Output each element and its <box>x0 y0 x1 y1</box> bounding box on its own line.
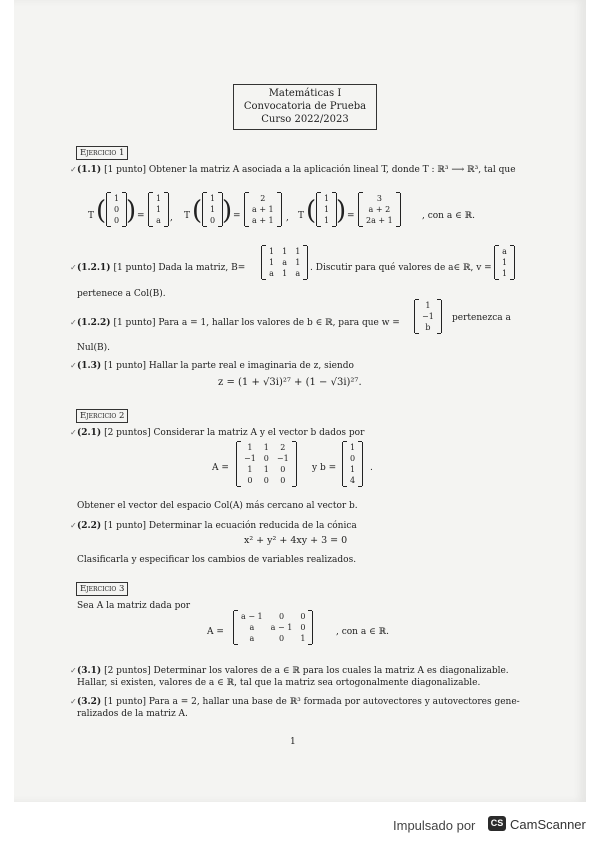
condition-text: , con a ∈ ℝ. <box>422 211 475 221</box>
camscanner-brand: CamScanner <box>510 817 586 832</box>
matrix-cell: 0 <box>300 612 306 621</box>
matrix-cell: 1 <box>263 465 269 474</box>
matrix-b <box>261 246 308 279</box>
matrix-cell: 2 <box>280 443 286 452</box>
problem-text: [1 punto] Para a = 1, hallar los valores de b ∈ ℝ, para que w = <box>113 318 400 328</box>
matrix-cell: 0 <box>280 476 286 485</box>
matrix-cell: 1 <box>324 205 330 214</box>
matrix-cell: 1 <box>114 194 120 203</box>
matrix-cell: 1 <box>295 258 301 267</box>
problem-label: (2.1) <box>77 428 102 438</box>
vector-t-e2 <box>244 193 282 226</box>
equals-sign: = <box>233 211 241 221</box>
exercise-1-title: Ejercicio 1 <box>76 146 128 160</box>
matrix-cell: 0 <box>280 465 286 474</box>
matrix-cell: 1 <box>282 269 288 278</box>
vector-t-e3 <box>358 193 401 226</box>
paren-close: ) <box>222 196 233 226</box>
matrix-cell: 1 <box>156 194 162 203</box>
check-mark-icon: ✓ <box>70 318 77 327</box>
matrix-cell: 1 <box>282 247 288 256</box>
matrix-cell: 1 <box>210 205 216 214</box>
matrix-cell: a + 2 <box>368 205 391 214</box>
matrix-cell: 2a + 1 <box>366 216 393 225</box>
matrix-cell: 1 <box>502 258 508 267</box>
matrix-cell: b <box>425 323 431 332</box>
matrix-cell: 0 <box>278 612 285 621</box>
matrix-cell: 1 <box>324 194 330 203</box>
problem-text: Nul(B). <box>77 343 111 353</box>
problem-2-2 <box>77 520 357 532</box>
vector-w <box>414 300 442 333</box>
matrix-cell: a + 1 <box>252 205 274 214</box>
t-label-3: T <box>298 211 305 221</box>
comma: , <box>286 213 289 223</box>
problem-text: pertenece a Col(B). <box>77 289 166 299</box>
matrix-cell: 1 <box>425 301 431 310</box>
matrix-cell: a <box>156 216 161 225</box>
matrix-cell: 3 <box>376 194 382 203</box>
matrix-cell: 0 <box>114 216 120 225</box>
matrix-cell: 0 <box>247 476 253 485</box>
problem-label: (3.1) <box>77 666 102 676</box>
condition-text: , con a ∈ ℝ. <box>336 627 389 637</box>
matrix-cell: a <box>502 247 507 256</box>
problem-text: . Discutir para qué valores de a∈ ℝ, v = <box>310 263 492 273</box>
formula-z: z = (1 + √3i)²⁷ + (1 − √3i)²⁷. <box>218 377 362 388</box>
matrix-cell: 0 <box>210 216 216 225</box>
t-label-1: T <box>88 211 95 221</box>
matrix-cell: 1 <box>269 258 275 267</box>
powered-by-text: Impulsado por <box>393 818 476 833</box>
matrix-cell: a <box>282 258 288 267</box>
check-mark-icon: ✓ <box>70 263 77 272</box>
matrix-a-3 <box>233 611 313 644</box>
check-mark-icon: ✓ <box>70 361 77 370</box>
matrix-cell: a + 1 <box>252 216 274 225</box>
paren-open: ( <box>192 196 203 226</box>
problem-2-1 <box>77 427 364 439</box>
problem-text: [1 punto] Determinar la ecuación reducida de la cónica <box>104 521 357 531</box>
problem-label: (2.2) <box>77 521 102 531</box>
matrix-cell: 2 <box>260 194 266 203</box>
paren-open: ( <box>96 196 107 226</box>
problem-text: Obtener el vector del espacio Col(A) más cercano al vector b. <box>77 501 358 511</box>
problem-text: Sea A la matriz dada por <box>77 601 191 611</box>
problem-label: (1.2.1) <box>77 263 111 273</box>
period: . <box>370 463 373 473</box>
problem-label: (1.2.2) <box>77 318 111 328</box>
vector-b-label: y b = <box>312 463 337 473</box>
matrix-a-label: A = <box>207 627 224 637</box>
check-mark-icon: ✓ <box>70 697 77 706</box>
problem-text: pertenezca a <box>452 313 511 323</box>
matrix-cell: 0 <box>350 454 356 463</box>
matrix-cell: −1 <box>244 454 256 463</box>
matrix-cell: a <box>249 623 255 632</box>
matrix-cell: 1 <box>295 247 301 256</box>
problem-text: [1 punto] Obtener la matriz A asociada a la aplicación lineal T, donde T : ℝ³ ⟶ ℝ³, tal que <box>104 165 516 175</box>
paren-close: ) <box>336 196 347 226</box>
matrix-cell: 1 <box>350 465 356 474</box>
matrix-cell: 1 <box>324 216 330 225</box>
matrix-cell: 4 <box>350 476 356 485</box>
matrix-cell: 1 <box>350 443 356 452</box>
matrix-cell: 1 <box>156 205 162 214</box>
problem-3-2 <box>77 696 520 708</box>
vector-e2 <box>202 193 223 226</box>
exercise-3-title: Ejercicio 3 <box>76 582 128 596</box>
exam-header-box <box>233 84 377 130</box>
vector-e3 <box>316 193 337 226</box>
problem-text: Clasificarla y especificar los cambios de variables realizados. <box>77 555 357 565</box>
matrix-cell: 0 <box>278 634 285 643</box>
matrix-cell: 0 <box>300 623 306 632</box>
problem-1-2-2 <box>77 317 400 329</box>
problem-1-3 <box>77 360 354 372</box>
matrix-cell: 1 <box>247 465 253 474</box>
check-mark-icon: ✓ <box>70 428 77 437</box>
t-label-2: T <box>184 211 191 221</box>
check-mark-icon: ✓ <box>70 165 77 174</box>
problem-text: ralizados de la matriz A. <box>77 709 188 719</box>
matrix-cell: 0 <box>114 205 120 214</box>
problem-label: (3.2) <box>77 697 102 707</box>
vector-e1 <box>106 193 127 226</box>
problem-text: [2 puntos] Considerar la matriz A y el vector b dados por <box>104 428 365 438</box>
equals-sign: = <box>137 211 145 221</box>
matrix-cell: 1 <box>269 247 275 256</box>
matrix-cell: 0 <box>263 454 269 463</box>
matrix-cell: 1 <box>502 269 508 278</box>
header-line-2: Convocatoria de Prueba <box>243 101 367 112</box>
matrix-cell: 1 <box>210 194 216 203</box>
vector-b <box>342 442 363 486</box>
problem-label: (1.1) <box>77 165 102 175</box>
header-line-3: Curso 2022/2023 <box>261 114 349 125</box>
matrix-cell: a − 1 <box>270 623 293 632</box>
comma: , <box>170 213 173 223</box>
paren-open: ( <box>306 196 317 226</box>
matrix-cell: 1 <box>300 634 306 643</box>
matrix-cell: −1 <box>422 312 434 321</box>
matrix-cell: 1 <box>263 443 269 452</box>
matrix-a-label: A = <box>212 463 229 473</box>
problem-1-2-1 <box>77 262 245 274</box>
paren-close: ) <box>126 196 137 226</box>
matrix-cell: 0 <box>263 476 269 485</box>
matrix-cell: a <box>269 269 274 278</box>
matrix-cell: a − 1 <box>241 612 263 621</box>
camscanner-logo-icon: CS <box>488 816 506 831</box>
exercise-2-title: Ejercicio 2 <box>76 409 128 423</box>
matrix-cell: a <box>295 269 301 278</box>
vector-t-e1 <box>148 193 169 226</box>
check-mark-icon: ✓ <box>70 521 77 530</box>
problem-1-1 <box>77 164 516 176</box>
matrix-a <box>236 442 297 486</box>
problem-text: [1 punto] Para a = 2, hallar una base de ℝ³ formada por autovectores y autovectores gene- <box>104 697 520 707</box>
header-line-1: Matemáticas I <box>268 88 342 99</box>
problem-text: [1 punto] Dada la matriz, B= <box>113 263 246 273</box>
matrix-cell: −1 <box>276 454 289 463</box>
equals-sign: = <box>347 211 355 221</box>
problem-text: Hallar, si existen, valores de a ∈ ℝ, tal que la matriz sea ortogonalmente diagonalizable. <box>77 678 481 688</box>
problem-text: [1 punto] Hallar la parte real e imaginaria de z, siendo <box>104 361 354 371</box>
formula-conic: x² + y² + 4xy + 3 = 0 <box>244 535 348 546</box>
problem-3-1 <box>77 665 509 677</box>
matrix-cell: a <box>249 634 255 643</box>
check-mark-icon: ✓ <box>70 666 77 675</box>
scanned-page <box>14 0 586 802</box>
problem-text: [2 puntos] Determinar los valores de a ∈ ℝ para los cuales la matriz A es diagonalizable. <box>104 666 509 676</box>
vector-v <box>494 246 515 279</box>
page-number: 1 <box>290 737 296 747</box>
matrix-cell: 1 <box>247 443 253 452</box>
problem-label: (1.3) <box>77 361 102 371</box>
